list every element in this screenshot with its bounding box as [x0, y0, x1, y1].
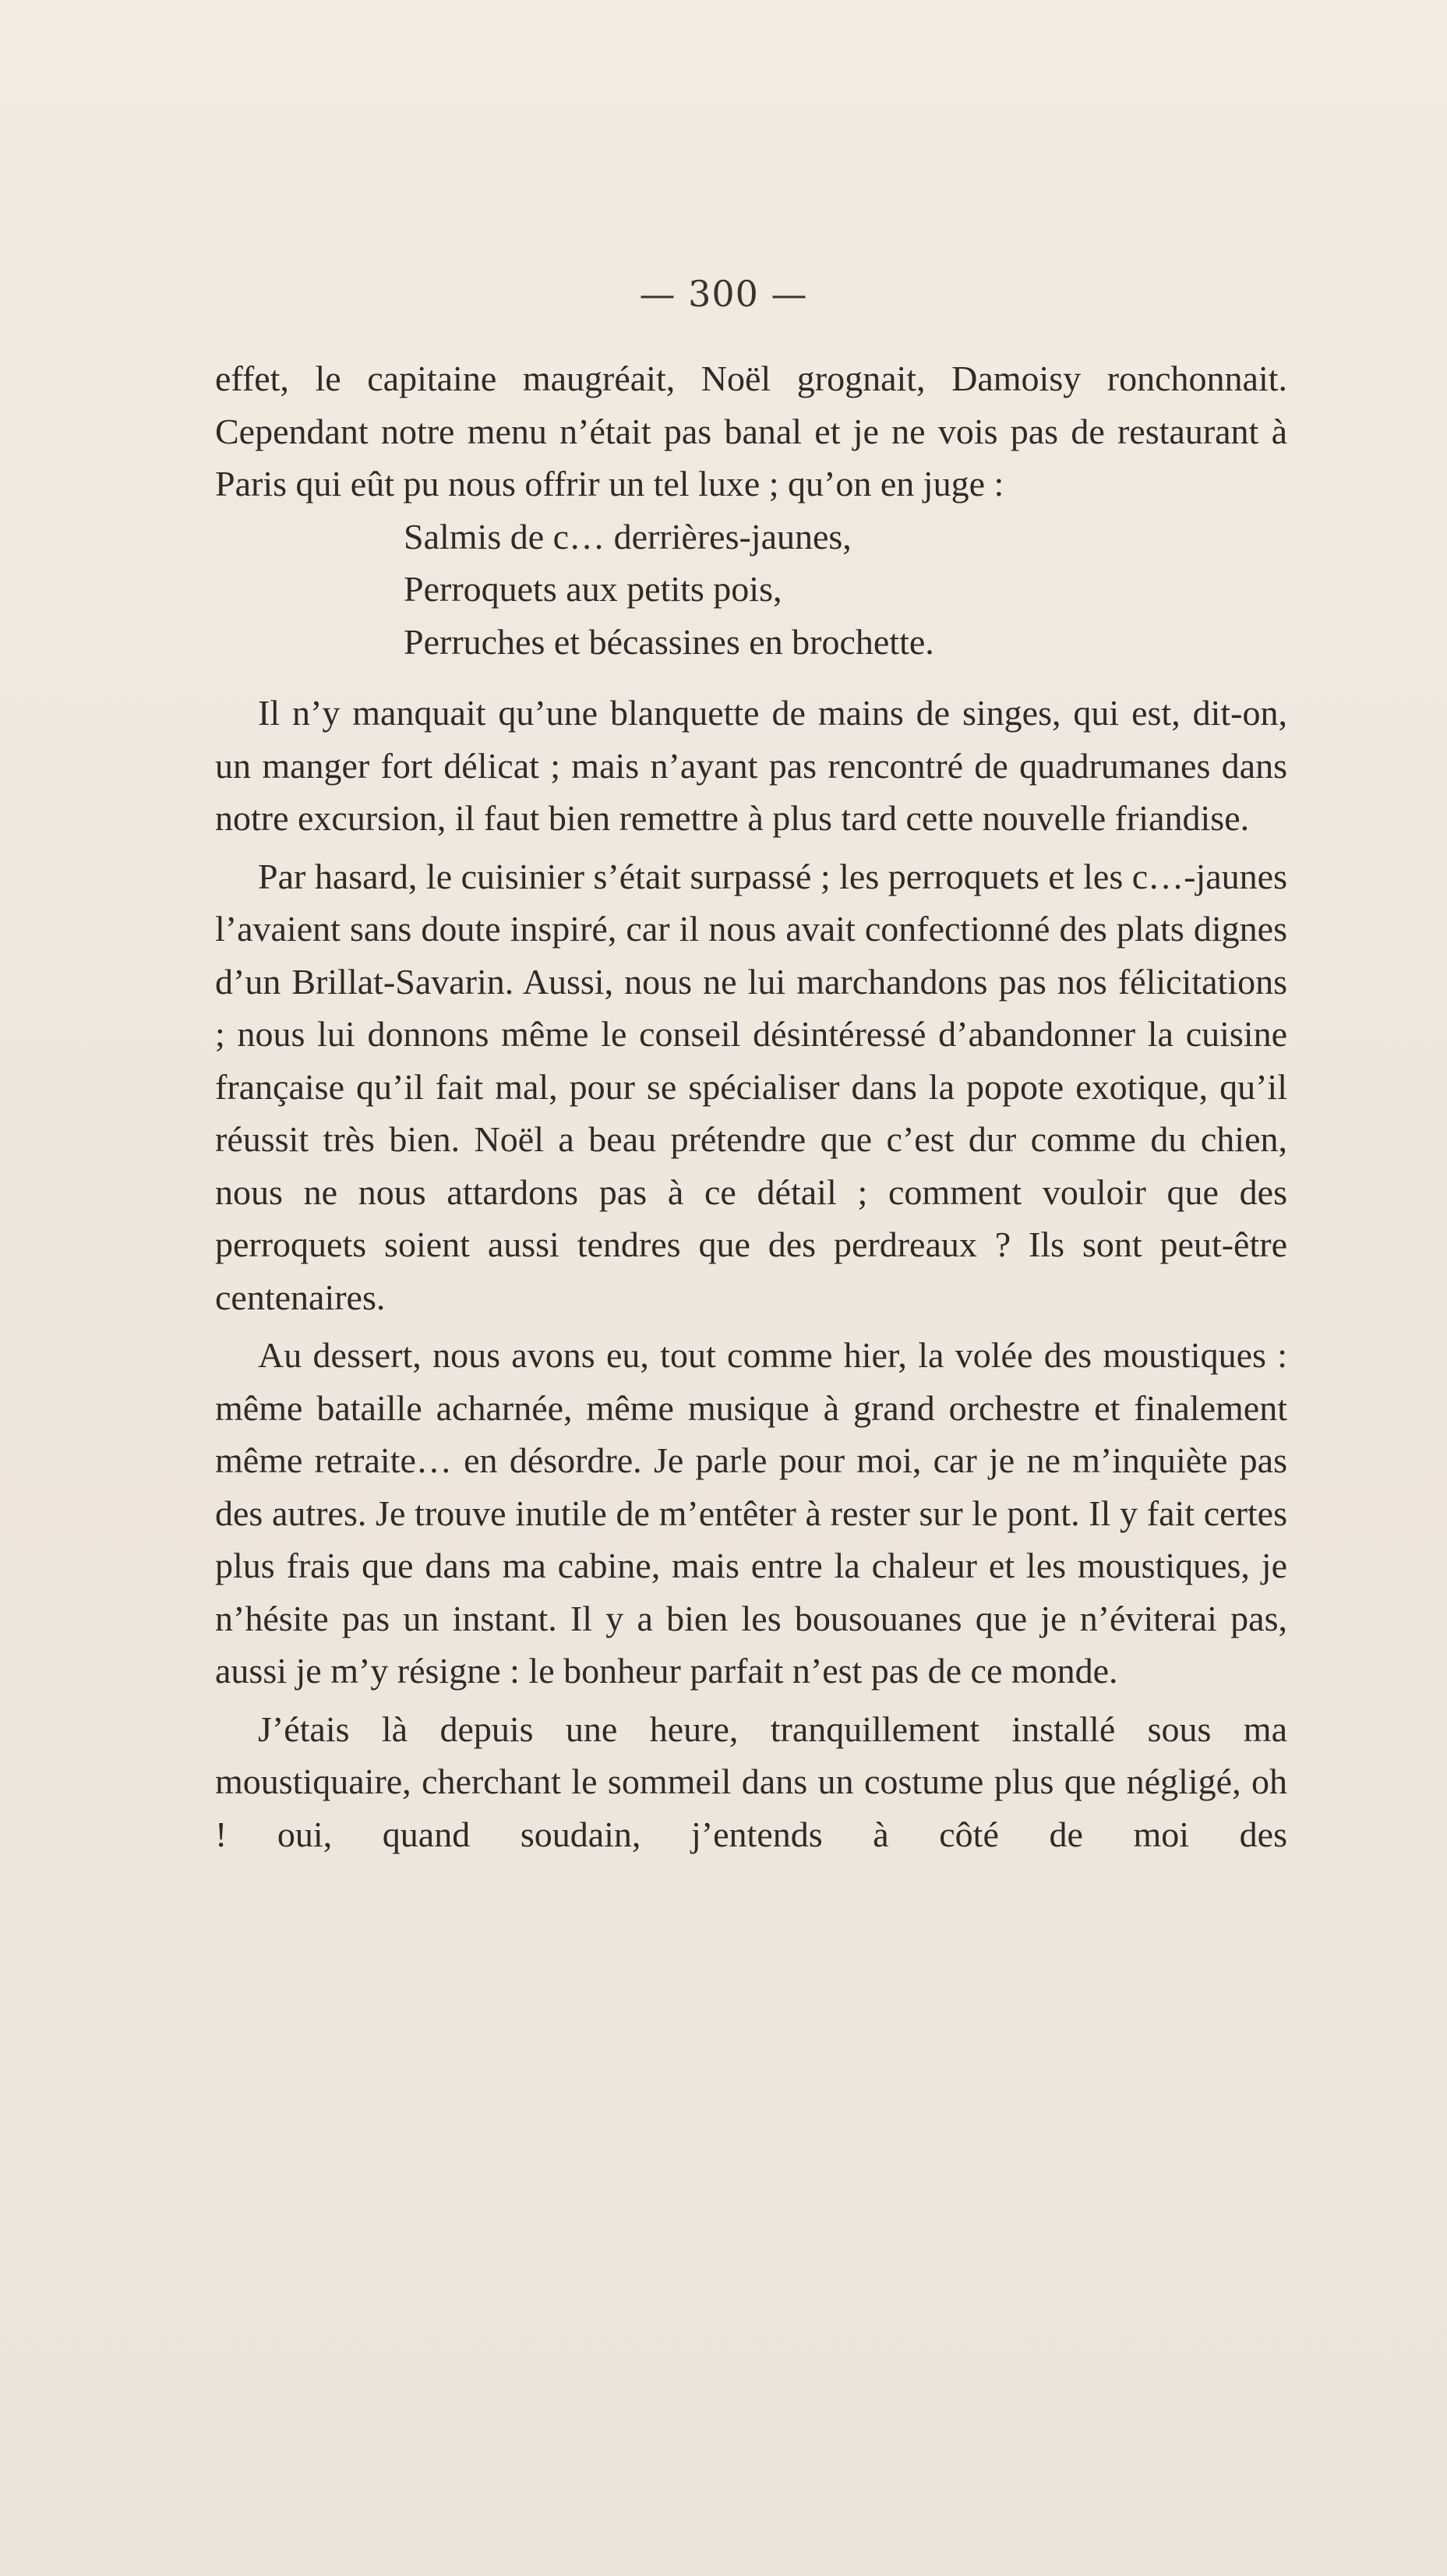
body-text	[215, 352, 1287, 1860]
paragraph-3: Par hasard, le cuisinier s’était surpassé ; les perroquets et les c…-jaunes l’avaient sans doute inspiré, car il nous avait confectionné des plats dignes d’un Brillat-Savarin. Aussi, nous ne lui marchandons pas nos félicitations ; nous lui donnons même le conseil désintéressé d’abandonner la cuisine française qu’il fait mal, pour se spécialiser dans la popote exotique, qu’il réussit très bien. Noël a beau prétendre que c’est dur comme du chien, nous ne nous attardons pas à ce détail ; comment vouloir que des perroquets soient aussi tendres que des perdreaux ? Ils sont peut-être centenaires.	[215, 856, 1287, 1317]
paragraph-1: effet, le capitaine maugréait, Noël grognait, Damoisy ronchonnait. Cependant notre menu n’était pas banal et je ne vois pas de restaurant à Paris qui eût pu nous offrir un tel luxe ; qu’on en juge :	[215, 359, 1287, 504]
paragraph-5: J’étais là depuis une heure, tranquillement installé sous ma moustiquaire, cherchant le sommeil dans un costume plus que négligé, oh ! oui, quand soudain, j’entends à côté de moi des	[215, 1708, 1287, 1854]
paragraph-4: Au dessert, nous avons eu, tout comme hier, la volée des moustiques : même bataille acharnée, même musique à grand orchestre et finalement même retraite… en désordre. Je parle pour moi, car je ne m’inquiète pas des autres. Je trouve inutile de m’entêter à rester sur le pont. Il y fait certes plus frais que dans ma cabine, mais entre la chaleur et les moustiques, je n’hésite pas un instant. Il y a bien les bousouanes que je n’éviterai pas, aussi je m’y résigne : le bonheur parfait n’est pas de ce monde.	[215, 1335, 1287, 1691]
menu-item-perruches: Perruches et bécassines en brochette.	[404, 621, 934, 662]
menu-item-salmis: Salmis de c… derrières-jaunes,	[404, 516, 852, 557]
menu-item-perroquets: Perroquets aux petits pois,	[404, 569, 782, 609]
paragraph-2: Il n’y manquait qu’une blanquette de mains de singes, qui est, dit-on, un manger fort délicat ; mais n’ayant pas rencontré de quadrumanes dans notre excursion, il faut bien remettre à plus tard cette nouvelle friandise.	[215, 693, 1287, 838]
menu-list	[404, 511, 1287, 669]
page-number: — 300 —	[639, 273, 808, 315]
